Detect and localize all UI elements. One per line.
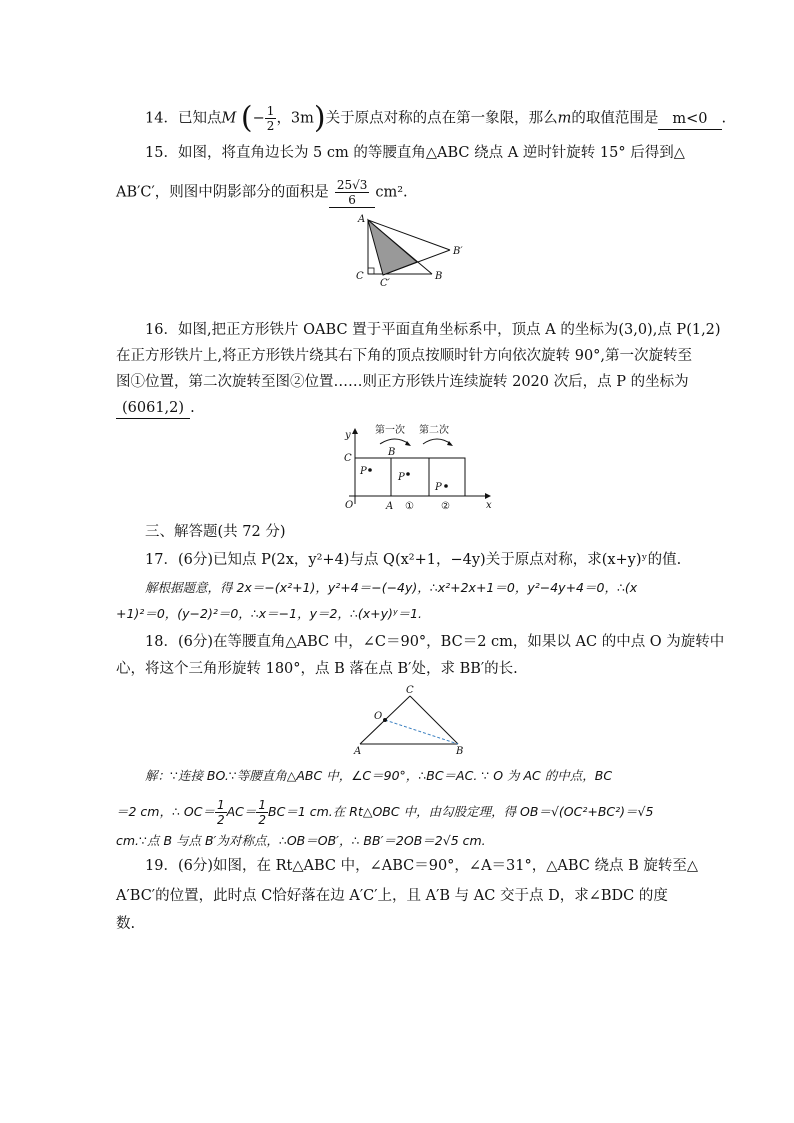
figure-q15: [350, 212, 480, 294]
fig16-label-A: A: [386, 501, 394, 512]
fig18-label-C: C: [406, 685, 414, 696]
q18-line2: 心，将这个三角形旋转 180°，点 B 落在点 B′处，求 BB′的长.: [116, 661, 518, 677]
fig18-label-A: A: [354, 746, 362, 756]
q14: 14．已知点M (− $\frac{1}{2}$ ，3m)关于原点对称的点在第一象限，那么m的取值范围是 m<0 .: [145, 100, 727, 136]
fig16-label-C: C: [344, 453, 352, 464]
fig16-label-P3: P: [435, 482, 442, 493]
q16-line4: (6061,2) .: [116, 398, 684, 419]
figure-q16: [335, 422, 495, 514]
q17-solution-1: 解根据题意，得 2x＝−(x²+1)，y²+4＝−(−4y)，∴x²+2x+1＝0，y²−4y+4＝0，∴(x: [145, 580, 638, 595]
q18-solution-1: 解：∵连接 BO.∵等腰直角△ABC 中，∠C＝90°，∴BC＝AC. ∵ O 为 AC 的中点，BC: [145, 768, 613, 783]
q19-line2: A′BC′的位置，此时点 C恰好落在边 A′C′上，且 A′B 与 AC 交于点 D，求∠BDC 的度: [116, 888, 668, 904]
fig16-label-P1: P: [360, 466, 367, 477]
q14-answer: m<0: [658, 109, 721, 130]
q16-line3: 图①位置，第二次旋转至图②位置……则正方形铁片连续旋转 2020 次后，点 P 的坐标为: [116, 374, 689, 390]
fig16-label-circle2: ②: [441, 501, 450, 512]
fig16-label-circle1: ①: [405, 501, 414, 512]
fig16-label-second: 第二次: [419, 425, 449, 436]
q14-fraction: $\frac{1}{2}$: [266, 104, 275, 133]
figure-q18: [352, 684, 472, 756]
fig16-label-O: O: [345, 500, 354, 511]
fig18-label-B: B: [456, 746, 464, 756]
fig16-label-x: x: [486, 500, 492, 511]
fig15-label-A: A: [358, 214, 366, 225]
q17-stem: 17．(6分)已知点 P(2x，y²+4)与点 Q(x²+1，−4y)关于原点对称，求(x+y)ʸ的值.: [145, 552, 682, 568]
q16-answer: (6061,2): [116, 398, 190, 419]
q16-line2: 在正方形铁片上,将正方形铁片绕其右下角的顶点按顺时针方向依次旋转 90°,第一次旋转至: [116, 348, 693, 364]
q18-line1: 18．(6分)在等腰直角△ABC 中，∠C＝90°，BC＝2 cm，如果以 AC 的中点 O 为旋转中: [145, 634, 725, 650]
q19-line1: 19．(6分)如图，在 Rt△ABC 中，∠ABC＝90°，∠A＝31°，△ABC 绕点 B 旋转至△: [145, 858, 699, 874]
fig16-label-P2: P: [398, 472, 405, 483]
section-heading: 三、解答题(共 72 分): [145, 524, 286, 540]
q15-line1: 15．如图，将直角边长为 5 cm 的等腰直角△ABC 绕点 A 逆时针旋转 15° 后得到△: [145, 145, 685, 161]
q18-solution-2: ＝2 cm，∴ OC＝ $\frac{1}{2}$ AC＝ $\frac{1}{2}$ BC＝1 cm.在 Rt△OBC 中，由勾股定理，得 OB＝√(OC²+BC²)＝√5: [116, 798, 654, 827]
fig16-label-y: y: [345, 430, 351, 441]
fig15-label-C2: C′: [380, 278, 390, 289]
fig16-label-first: 第一次: [375, 425, 405, 436]
fig15-label-C: C: [356, 271, 364, 282]
fig18-label-O: O: [374, 711, 383, 722]
fig15-label-B2: B′: [453, 246, 463, 257]
q16-line1: 16．如图,把正方形铁片 OABC 置于平面直角坐标系中，顶点 A 的坐标为(3,0),点 P(1,2): [145, 322, 721, 338]
q17-solution-2: +1)²＝0，(y−2)²＝0，∴x＝−1，y＝2，∴(x+y)ʸ＝1.: [116, 606, 422, 621]
fig16-label-B: B: [388, 447, 396, 458]
q19-line3: 数.: [116, 916, 136, 932]
q15-answer: $\frac{25√3}{6}$: [329, 178, 376, 208]
fig15-label-B: B: [435, 271, 443, 282]
q18-solution-3: cm.∵点 B 与点 B′为对称点，∴OB＝OB′，∴ BB′＝2OB＝2√5 cm.: [116, 833, 486, 848]
q15-line2: AB′C′，则图中阴影部分的面积是 $\frac{25√3}{6}$ cm².: [116, 178, 408, 207]
